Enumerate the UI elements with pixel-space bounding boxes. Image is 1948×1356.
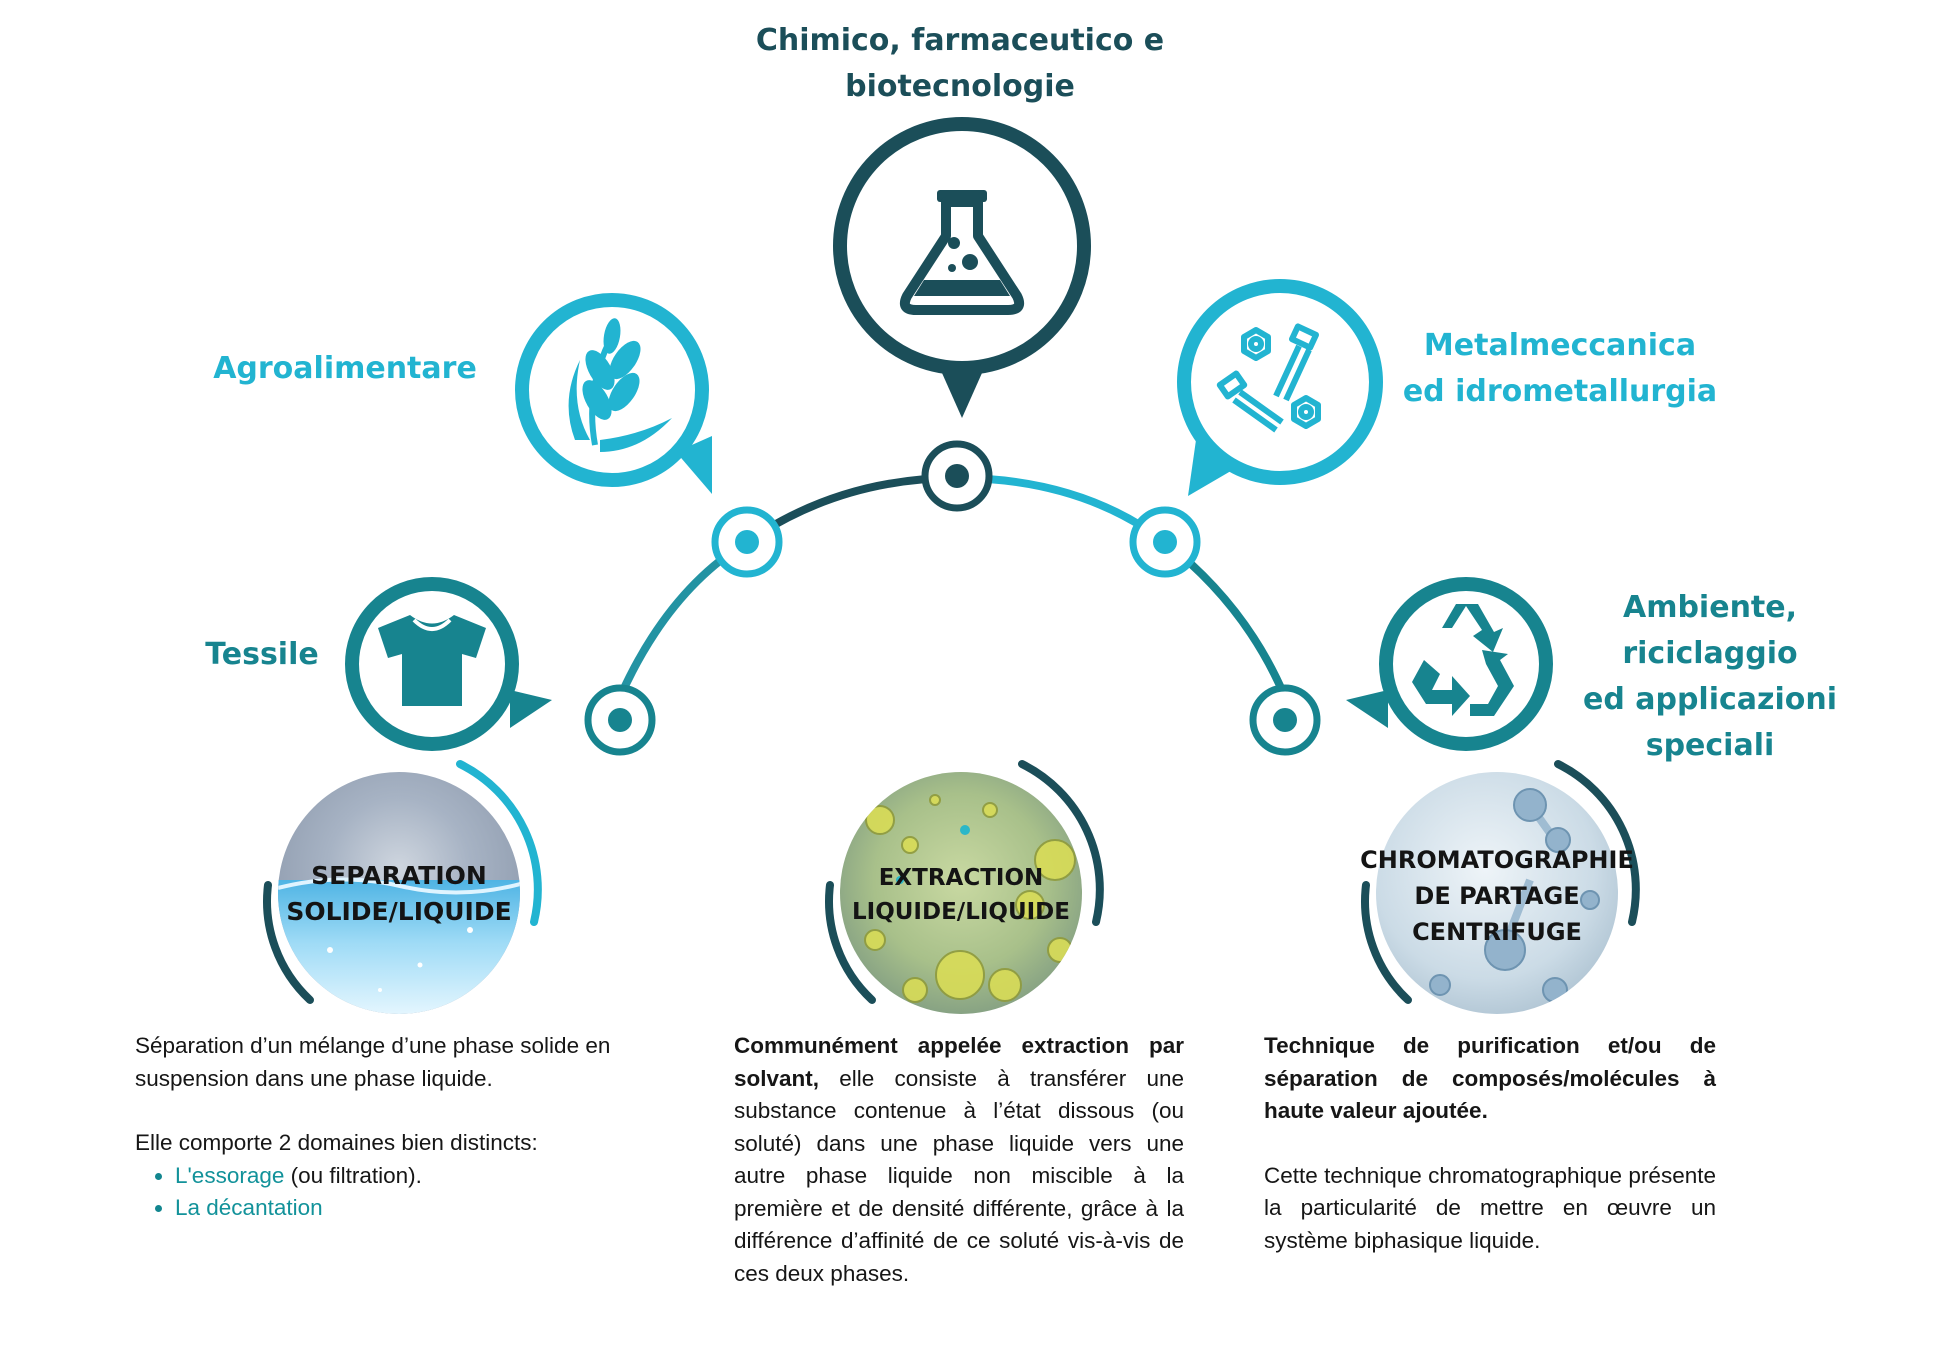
technique-title-chromatography-line1: CHROMATOGRAPHIE [1360, 846, 1634, 874]
technique-title-extraction [841, 861, 1081, 929]
technique-title-extraction-line1: EXTRACTION [878, 865, 1044, 891]
sector-label-left-upper: Agroalimentare [213, 351, 477, 386]
description-separation-domains: Elle comporte 2 domaines bien distincts: [135, 1130, 538, 1155]
technique-title-chromatography [1347, 842, 1647, 950]
link-essorage[interactable]: L'essorage [175, 1162, 285, 1188]
sector-label-right-upper [1380, 323, 1740, 415]
sector-label-right-lower-line3: ed applicazioni [1582, 682, 1838, 717]
sector-label-right-lower-line1: Ambiente, [1622, 590, 1798, 625]
bubble-right-upper [1184, 286, 1376, 496]
arc-node-left-lower [588, 688, 652, 752]
technique-title-separation [279, 858, 519, 930]
bubble-right-lower [1346, 584, 1546, 744]
description-separation-list [135, 1160, 695, 1225]
sector-label-right-lower-line4: speciali [1645, 728, 1775, 763]
description-separation-intro: Séparation d’un mélange d’une phase solide en suspension dans une phase liquide. [135, 1033, 611, 1091]
sector-label-top: Chimico, farmaceutico e biotecnologie [755, 23, 1165, 104]
bubble-left-lower [352, 584, 552, 744]
sector-label-right-lower-line2: riciclaggio [1622, 636, 1798, 671]
description-chromatography-rest: Cette technique chromatographique présente la particularité de mettre en œuvre un système biphasique liquide. [1264, 1162, 1716, 1253]
description-extraction-rest: elle consiste à transférer une substance contenue à l’état dissous (ou soluté) dans une phase liquide vers une autre phase liquide non miscible à la première et de densité différente, grâce à la différence d’affinité de ce soluté vis-à-vis de ces deux phases. [734, 1065, 1184, 1286]
technique-title-separation-line2: SOLIDE/LIQUIDE [286, 897, 512, 926]
list-item-text: (ou filtration). [284, 1162, 422, 1188]
link-decantation[interactable]: La décantation [175, 1195, 323, 1220]
technique-title-chromatography-line3: CENTRIFUGE [1412, 918, 1582, 946]
description-chromatography [1264, 1030, 1716, 1257]
list-item [175, 1160, 695, 1193]
sector-label-right-upper-line1: Metalmeccanica [1423, 328, 1697, 363]
sector-label-right-lower [1560, 585, 1860, 769]
arc-node-top [925, 444, 989, 508]
description-extraction-bold: Communément appelée extraction par solvant, [734, 1033, 1184, 1091]
technique-title-separation-line1: SEPARATION [311, 861, 487, 890]
bubble-left-upper [522, 300, 712, 494]
description-chromatography-bold [1264, 1030, 1716, 1128]
list-item [175, 1192, 695, 1225]
description-extraction [734, 1030, 1184, 1290]
description-chromatography-bold-text: Technique de purification et/ou de séparation de composés/molécules à haute valeur ajoutée. [1264, 1033, 1716, 1123]
technique-title-extraction-line2: LIQUIDE/LIQUIDE [851, 899, 1070, 925]
description-separation [135, 1030, 695, 1225]
arc-node-right-upper [1133, 510, 1197, 574]
arc-node-left-upper [715, 510, 779, 574]
arc-node-right-lower [1253, 688, 1317, 752]
bubble-top [840, 124, 1084, 418]
sector-label-right-upper-line2: ed idrometallurgia [1402, 374, 1718, 409]
description-extraction-text [734, 1030, 1184, 1290]
technique-title-chromatography-line2: DE PARTAGE [1414, 882, 1580, 910]
sector-label-left-lower: Tessile [205, 637, 319, 672]
